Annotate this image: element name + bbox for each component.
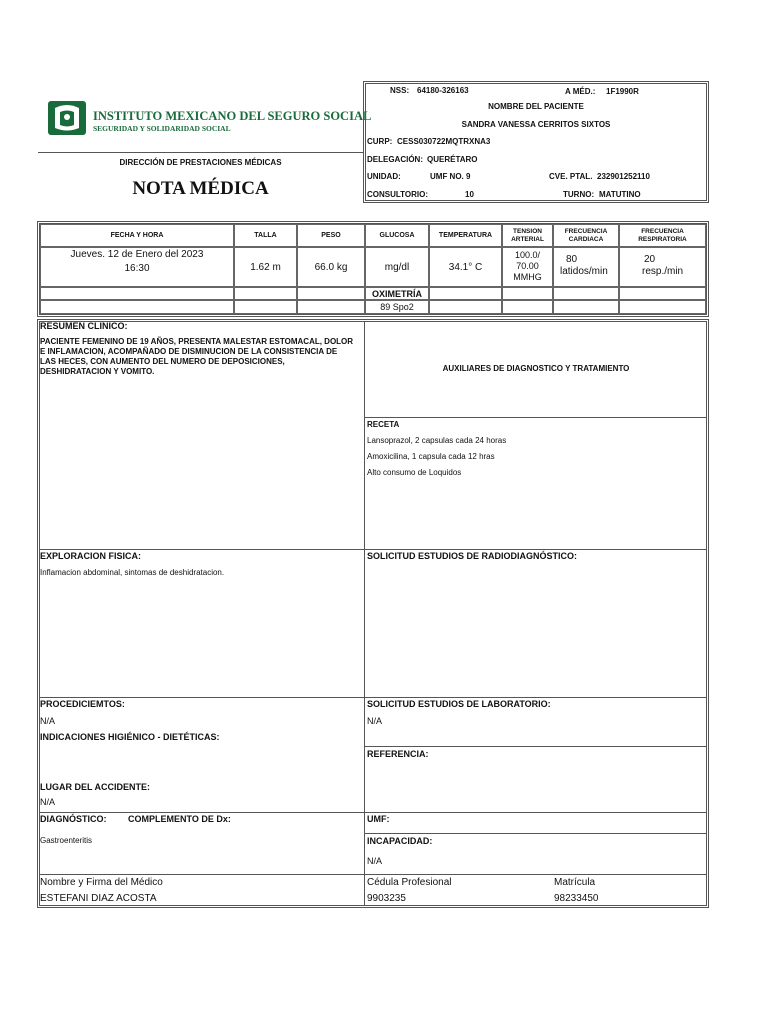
turno-value: MATUTINO [599, 190, 641, 199]
incapacidad-value: N/A [367, 856, 383, 866]
empty-cell [553, 287, 619, 300]
patient-name-label: NOMBRE DEL PACIENTE [488, 102, 584, 111]
exploracion-label: EXPLORACION FISICA: [40, 551, 142, 561]
matricula-value: 98233450 [554, 893, 599, 904]
patient-name-value: SANDRA VANESSA CERRITOS SIXTOS [461, 120, 611, 129]
consultorio-value: 10 [465, 190, 474, 199]
header-talla: TALLA [234, 224, 297, 247]
empty-cell [40, 300, 234, 314]
empty-cell [40, 287, 234, 300]
indicaciones-label: INDICACIONES HIGIÉNICO - DIETÉTICAS: [40, 732, 220, 742]
header-temperatura: TEMPERATURA [429, 224, 502, 247]
curp-label: CURP: [367, 137, 393, 146]
oximetria-value: 89 Spo2 [365, 300, 429, 314]
medico-value: ESTEFANI DIAZ ACOSTA [40, 893, 157, 904]
complemento-label: COMPLEMENTO DE Dx: [128, 814, 231, 824]
laboratorio-value: N/A [367, 716, 383, 726]
empty-cell [234, 287, 297, 300]
grid-line [364, 697, 707, 698]
referencia-label: REFERENCIA: [367, 749, 429, 759]
header-fecha: FECHA Y HORA [40, 224, 234, 247]
resumen-line: E INFLAMACION, ACOMPAÑADO DE DISMINUCION DE LA CONSISTENCIA DE [40, 347, 338, 356]
amed-label: A MÉD.: [565, 87, 596, 96]
incapacidad-label: INCAPACIDAD: [367, 836, 433, 846]
nss-label: NSS: [390, 86, 410, 95]
medico-label: Nombre y Firma del Médico [40, 877, 163, 888]
grid-line [364, 417, 707, 418]
value-fr-number: 20 [644, 254, 656, 265]
amed-value: 1F1990R [606, 87, 639, 96]
receta-item: Lansoprazol, 2 capsulas cada 24 horas [367, 436, 507, 445]
institution-subtitle: SEGURIDAD Y SOLIDARIDAD SOCIAL [93, 124, 231, 133]
value-tension-l3: MMHG [513, 272, 542, 282]
value-talla: 1.62 m [234, 247, 297, 287]
turno-label: TURNO: [563, 190, 595, 199]
grid-line [364, 549, 707, 550]
header-fr: FRECUENCIA RESPIRATORIA [619, 224, 706, 247]
resumen-label: RESUMEN CLINICO: [40, 321, 128, 331]
receta-item: Amoxicilina, 1 capsula cada 12 hras [367, 452, 495, 461]
auxiliares-label: AUXILIARES DE DIAGNOSTICO Y TRATAMIENTO [442, 364, 630, 373]
value-peso: 66.0 kg [297, 247, 365, 287]
grid-line [39, 874, 707, 875]
lugar-value: N/A [40, 797, 56, 807]
cveptal-label: CVE. PTAL. [549, 172, 593, 181]
empty-cell [297, 287, 365, 300]
header-glucosa: GLUCOSA [365, 224, 429, 247]
empty-cell [297, 300, 365, 314]
cedula-label: Cédula Profesional [367, 877, 452, 888]
procedimientos-label: PROCEDICIEMTOS: [40, 699, 125, 709]
delegacion-label: DELEGACIÓN: [367, 155, 423, 164]
grid-line [364, 746, 707, 747]
value-glucosa: mg/dl [365, 247, 429, 287]
value-temperatura: 34.1° C [429, 247, 502, 287]
value-tension-l2: 70.00 [516, 261, 539, 271]
empty-cell [619, 287, 706, 300]
lugar-label: LUGAR DEL ACCIDENTE: [40, 782, 150, 792]
diagnostico-label: DIAGNÓSTICO: [40, 814, 107, 824]
resumen-line: LAS HECES, CON AUMENTO DEL NUMERO DE DEPOSICIONES, [40, 357, 285, 366]
value-fecha-time: 16:30 [124, 262, 150, 274]
header-tension: TENSION ARTERIAL [502, 224, 553, 247]
curp-value: CESS030722MQTRXNA3 [397, 137, 491, 146]
cedula-value: 9903235 [367, 893, 406, 904]
receta-label: RECETA [367, 420, 400, 429]
grid-line [364, 812, 707, 813]
header-divider [38, 152, 363, 153]
empty-cell [619, 300, 706, 314]
grid-line [39, 697, 365, 698]
resumen-line: DESHIDRATACION Y VOMITO. [40, 367, 155, 376]
diagnostico-value: Gastroenteritis [40, 836, 93, 845]
empty-cell [553, 300, 619, 314]
header-peso: PESO [297, 224, 365, 247]
oximetria-label: OXIMETRÍA [365, 287, 429, 300]
receta-item: Alto consumo de Loquidos [367, 468, 462, 477]
empty-cell [234, 300, 297, 314]
laboratorio-label: SOLICITUD ESTUDIOS DE LABORATORIO: [367, 699, 551, 709]
nss-value: 64180-326163 [417, 86, 469, 95]
empty-cell [429, 300, 502, 314]
value-fc-number: 80 [566, 254, 578, 265]
unidad-value: UMF NO. 9 [430, 172, 471, 181]
institution-name: INSTITUTO MEXICANO DEL SEGURO SOCIAL [93, 109, 372, 123]
empty-cell [502, 300, 553, 314]
value-fc-unit: latidos/min [560, 266, 608, 277]
unidad-label: UNIDAD: [367, 172, 401, 181]
exploracion-value: Inflamacion abdominal, sintomas de deshidratacion. [40, 568, 225, 577]
grid-line [39, 549, 365, 550]
direction-label: DIRECCIÓN DE PRESTACIONES MÉDICAS [119, 157, 282, 167]
value-fecha-date: Jueves. 12 de Enero del 2023 [70, 248, 204, 260]
imss-logo [47, 100, 87, 136]
cveptal-value: 232901252110 [597, 172, 650, 181]
grid-line [364, 833, 707, 834]
resumen-line: PACIENTE FEMENINO DE 19 AÑOS, PRESENTA MALESTAR ESTOMACAL, DOLOR [40, 337, 354, 346]
procedimientos-value: N/A [40, 716, 56, 726]
empty-cell [429, 287, 502, 300]
empty-cell [502, 287, 553, 300]
value-fr-unit: resp./min [642, 266, 684, 277]
matricula-label: Matrícula [554, 877, 596, 888]
value-tension-l1: 100.0/ [514, 250, 541, 260]
umf-label: UMF: [367, 814, 390, 824]
grid-line [39, 812, 365, 813]
page-title: NOTA MÉDICA [132, 178, 269, 199]
delegacion-value: QUERÉTARO [427, 155, 478, 164]
radiodiag-label: SOLICITUD ESTUDIOS DE RADIODIAGNÓSTICO: [367, 551, 578, 561]
consultorio-label: CONSULTORIO: [367, 190, 429, 199]
header-fc: FRECUENCIA CARDIACA [553, 224, 619, 247]
grid-center-line [364, 321, 365, 906]
